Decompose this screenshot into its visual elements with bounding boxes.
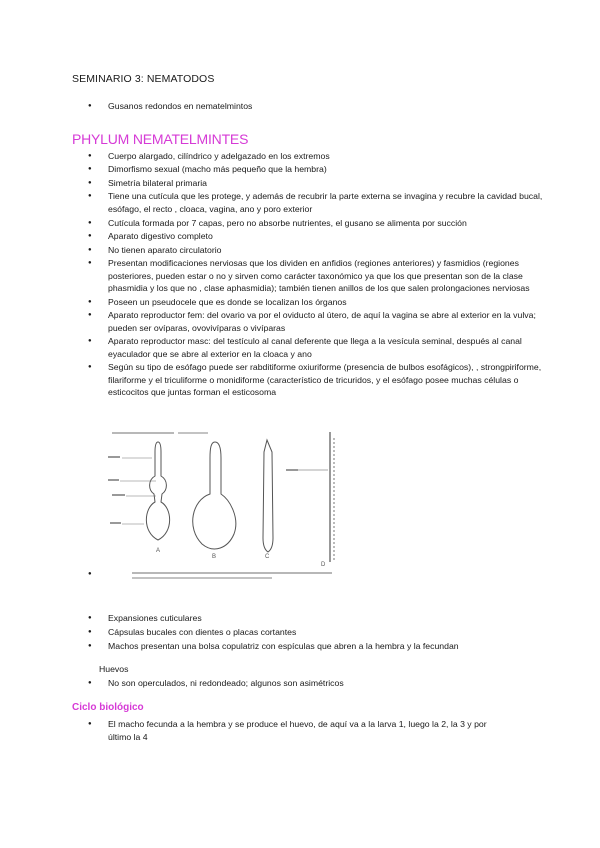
esophagus-a-shape [146, 442, 169, 540]
esophagus-d-shape [286, 432, 334, 562]
list-item: ● Machos presentan una bolsa copulatriz con espículas que abren a la hembra y la fecundan [72, 640, 546, 653]
list-item: ● Aparato digestivo completo [72, 230, 546, 243]
list-item: ● El macho fecunda a la hembra y se produce el huevo, de aquí va a la larva 1, luego la 2, la 3 y por último la 4 [72, 718, 512, 743]
ciclo-list [72, 718, 512, 743]
esophagus-c-shape [263, 440, 273, 552]
list-item: ● Cápsulas bucales con dientes o placas cortantes [72, 626, 546, 639]
panel-label-a: A [156, 548, 161, 554]
list-item: ● Tiene una cutícula que les protege, y además de recubrir la parte externa se invagina y recubre la cavidad bucal, esófago, el recto , cloaca, vagina, ano y poro exterior [72, 190, 546, 215]
phylum-heading: PHYLUM NEMATELMINTES [72, 131, 249, 147]
esophagus-b-shape [193, 442, 236, 549]
phylum-list [72, 150, 546, 400]
ciclo-heading: Ciclo biológico [72, 702, 144, 713]
list-item: ● Poseen un pseudocele que es donde se localizan los órganos [72, 296, 546, 309]
esophagus-types-figure [108, 428, 348, 582]
list-item: ● No tienen aparato circulatorio [72, 244, 546, 257]
panel-label-d: D [321, 562, 326, 568]
list-item: ● Expansiones cuticulares [72, 612, 546, 625]
bullet-icon: ● [88, 571, 92, 577]
seminar-title: SEMINARIO 3: NEMATODOS [72, 73, 215, 85]
list-item: ● Simetría bilateral primaria [72, 177, 546, 190]
huevos-list [72, 677, 546, 690]
list-item: ● Presentan modificaciones nerviosas que los dividen en anfidios (regiones anteriores) y fasmidios (regiones posteriores, pueden estar o no y sirven como carácter taxonómico ya que los que presentan son de la clase phasmidia y los que no , clase aphasmidia); también tienen anillos de los que salen prolongaciones nerviosas [72, 257, 546, 295]
panel-labels [156, 548, 326, 568]
huevos-label: Huevos [99, 664, 129, 674]
figure-header-scribble [112, 432, 208, 434]
intro-list [72, 100, 542, 113]
panel-label-c: C [265, 554, 270, 560]
list-item: ● Gusanos redondos en nematelmintos [72, 100, 542, 113]
list-item: ● Cutícula formada por 7 capas, pero no absorbe nutrientes, el gusano se alimenta por succión [72, 217, 546, 230]
list-item: ● Cuerpo alargado, cilíndrico y adelgazado en los extremos [72, 150, 546, 163]
panel-label-b: B [212, 554, 217, 560]
list-item: ● Dimorfismo sexual (macho más pequeño que la hembra) [72, 163, 546, 176]
annotation-labels [108, 456, 125, 524]
list-item: ● Aparato reproductor fem: del ovario va por el oviducto al útero, de aquí la vagina se abre al exterior en la vulva; pueden ser ovíparas, ovovivíparas o vivíparas [72, 309, 546, 334]
list-item: ● No son operculados, ni redondeado; algunos son asimétricos [72, 677, 546, 690]
features-list [72, 612, 546, 654]
list-item: ● Según su tipo de esófago puede ser rabditiforme oxiuriforme (presencia de bulbos esofágicos), , strongpiriforme, filariforme y el triculiforme o monidiforme (característico de tricuridos, y el esófago posee muchas células o esticocitos que juntas forman el esticosoma [72, 361, 546, 399]
list-item: ● Aparato reproductor masc: del testículo al canal deferente que llega a la vesícula seminal, después al canal eyaculador que se abre al exterior en la cloaca y ano [72, 335, 546, 360]
figure-caption-scribble [132, 572, 332, 579]
